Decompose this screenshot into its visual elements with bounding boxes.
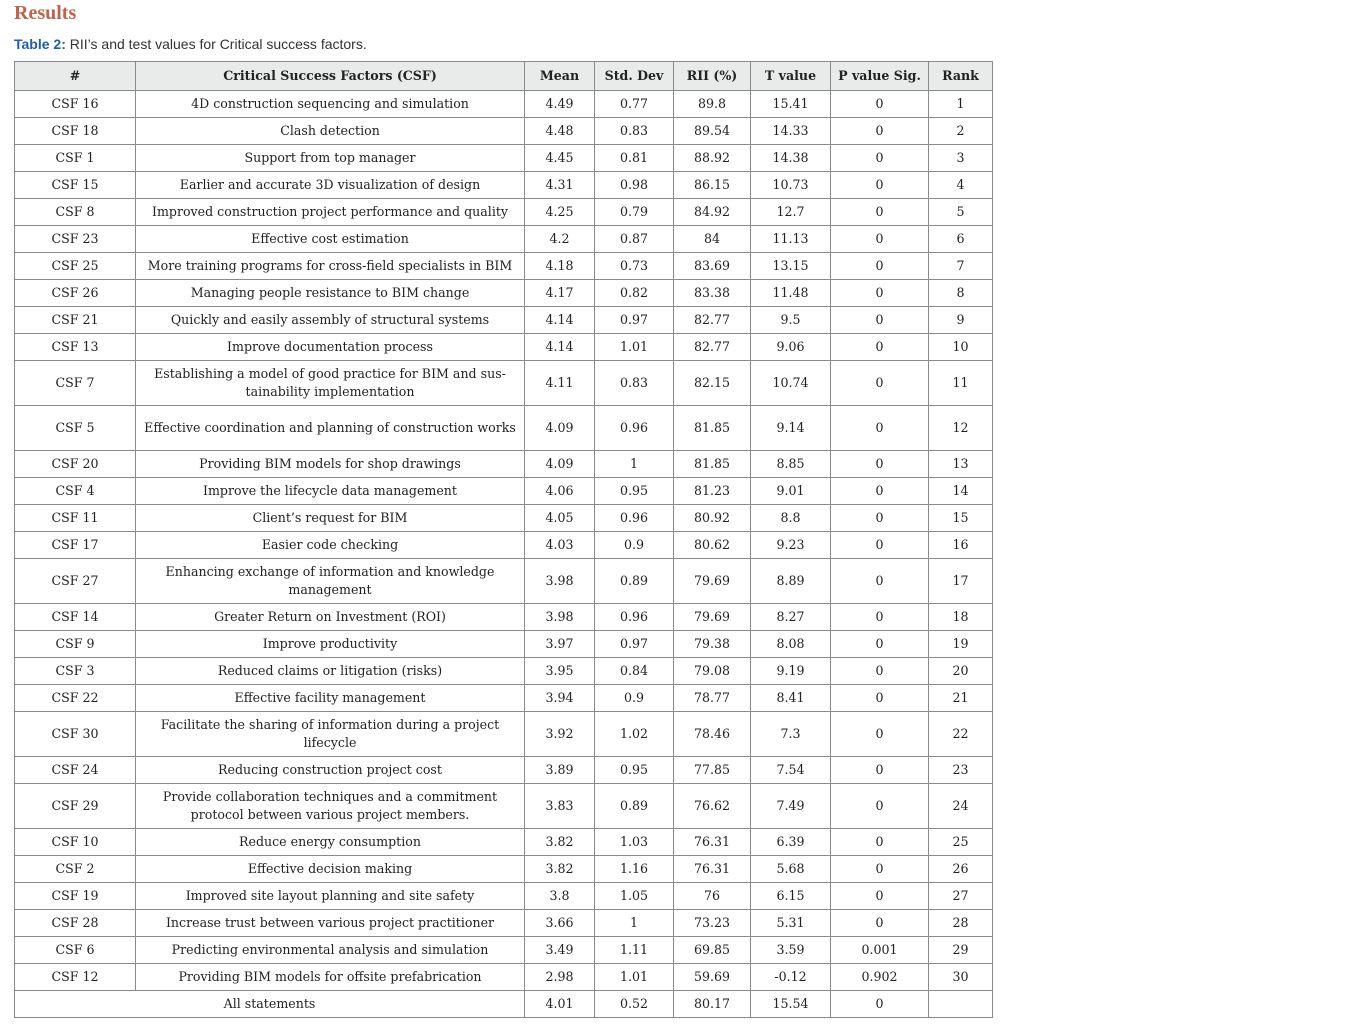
cell-factor: Effective cost estimation (136, 226, 525, 253)
cell-p-value: 0 (831, 451, 929, 478)
cell-rank: 13 (929, 451, 993, 478)
table-row (15, 253, 993, 280)
cell-factor: Increase trust between various project practitioner (136, 910, 525, 937)
cell-std-dev: 0.97 (595, 631, 674, 658)
cell-rii: 76.62 (674, 784, 751, 829)
cell-rii: 76.31 (674, 856, 751, 883)
cell-mean: 4.11 (525, 361, 595, 406)
cell-factor: Effective facility management (136, 685, 525, 712)
cell-std-dev: 1.03 (595, 829, 674, 856)
cell-csf-id: CSF 29 (15, 784, 136, 829)
cell-p-value: 0 (831, 505, 929, 532)
cell-mean: 4.25 (525, 199, 595, 226)
total-p-value: 0 (831, 991, 929, 1018)
cell-std-dev: 0.77 (595, 91, 674, 118)
cell-mean: 4.06 (525, 478, 595, 505)
cell-rii: 88.92 (674, 145, 751, 172)
cell-std-dev: 1.01 (595, 334, 674, 361)
cell-csf-id: CSF 11 (15, 505, 136, 532)
cell-rank: 1 (929, 91, 993, 118)
cell-mean: 3.98 (525, 604, 595, 631)
cell-t-value: 7.54 (751, 757, 831, 784)
cell-factor: Facilitate the sharing of information during a project lifecycle (136, 712, 525, 757)
cell-factor: Support from top manager (136, 145, 525, 172)
table-row (15, 883, 993, 910)
cell-t-value: 6.15 (751, 883, 831, 910)
cell-p-value: 0 (831, 685, 929, 712)
cell-factor: Effective coordination and planning of construction works (136, 406, 525, 451)
table-row (15, 118, 993, 145)
cell-mean: 4.03 (525, 532, 595, 559)
cell-csf-id: CSF 22 (15, 685, 136, 712)
cell-csf-id: CSF 27 (15, 559, 136, 604)
cell-std-dev: 0.83 (595, 361, 674, 406)
cell-rank: 22 (929, 712, 993, 757)
table-row (15, 856, 993, 883)
cell-p-value: 0 (831, 658, 929, 685)
table-row (15, 937, 993, 964)
cell-factor: Improved construction project performance and quality (136, 199, 525, 226)
cell-rank: 27 (929, 883, 993, 910)
header-rii: RII (%) (674, 62, 751, 91)
cell-std-dev: 1.16 (595, 856, 674, 883)
cell-std-dev: 1 (595, 451, 674, 478)
cell-rii: 82.15 (674, 361, 751, 406)
cell-t-value: 13.15 (751, 253, 831, 280)
cell-std-dev: 0.79 (595, 199, 674, 226)
cell-rii: 59.69 (674, 964, 751, 991)
cell-rii: 76.31 (674, 829, 751, 856)
cell-csf-id: CSF 5 (15, 406, 136, 451)
cell-rii: 86.15 (674, 172, 751, 199)
cell-p-value: 0 (831, 532, 929, 559)
cell-factor: Reduced claims or litigation (risks) (136, 658, 525, 685)
cell-rii: 73.23 (674, 910, 751, 937)
cell-t-value: 8.08 (751, 631, 831, 658)
cell-std-dev: 0.89 (595, 559, 674, 604)
cell-t-value: 8.89 (751, 559, 831, 604)
cell-p-value: 0 (831, 478, 929, 505)
cell-t-value: 8.8 (751, 505, 831, 532)
table-row (15, 199, 993, 226)
total-rank (929, 991, 993, 1018)
table-row (15, 451, 993, 478)
cell-rii: 79.69 (674, 604, 751, 631)
cell-rii: 89.8 (674, 91, 751, 118)
cell-factor: Providing BIM models for shop drawings (136, 451, 525, 478)
cell-mean: 3.98 (525, 559, 595, 604)
cell-factor: 4D construction sequencing and simulation (136, 91, 525, 118)
cell-factor: Improve the lifecycle data management (136, 478, 525, 505)
cell-t-value: 3.59 (751, 937, 831, 964)
cell-t-value: 8.85 (751, 451, 831, 478)
cell-std-dev: 0.73 (595, 253, 674, 280)
cell-factor: Greater Return on Investment (ROI) (136, 604, 525, 631)
cell-csf-id: CSF 9 (15, 631, 136, 658)
cell-rank: 19 (929, 631, 993, 658)
cell-p-value: 0 (831, 559, 929, 604)
cell-mean: 4.31 (525, 172, 595, 199)
cell-p-value: 0 (831, 631, 929, 658)
cell-csf-id: CSF 30 (15, 712, 136, 757)
table-row (15, 280, 993, 307)
cell-t-value: 8.27 (751, 604, 831, 631)
cell-mean: 3.89 (525, 757, 595, 784)
cell-rii: 80.92 (674, 505, 751, 532)
cell-rank: 2 (929, 118, 993, 145)
cell-t-value: 9.5 (751, 307, 831, 334)
table-row (15, 658, 993, 685)
cell-std-dev: 1.01 (595, 964, 674, 991)
cell-rank: 12 (929, 406, 993, 451)
cell-std-dev: 0.96 (595, 604, 674, 631)
cell-rank: 26 (929, 856, 993, 883)
cell-t-value: 8.41 (751, 685, 831, 712)
cell-mean: 4.18 (525, 253, 595, 280)
cell-t-value: 11.48 (751, 280, 831, 307)
cell-std-dev: 0.96 (595, 406, 674, 451)
total-t-value: 15.54 (751, 991, 831, 1018)
cell-std-dev: 0.87 (595, 226, 674, 253)
cell-t-value: 5.68 (751, 856, 831, 883)
cell-factor: Managing people resistance to BIM change (136, 280, 525, 307)
cell-mean: 3.83 (525, 784, 595, 829)
total-label: All statements (15, 991, 525, 1018)
cell-csf-id: CSF 4 (15, 478, 136, 505)
cell-rank: 3 (929, 145, 993, 172)
total-std-dev: 0.52 (595, 991, 674, 1018)
cell-mean: 4.45 (525, 145, 595, 172)
cell-rii: 83.69 (674, 253, 751, 280)
table-header-row (15, 62, 993, 91)
table-row (15, 334, 993, 361)
cell-mean: 2.98 (525, 964, 595, 991)
header-t-value: T value (751, 62, 831, 91)
cell-factor: More training programs for cross-field specialists in BIM (136, 253, 525, 280)
cell-rank: 4 (929, 172, 993, 199)
cell-p-value: 0.001 (831, 937, 929, 964)
cell-factor: Client’s request for BIM (136, 505, 525, 532)
cell-p-value: 0 (831, 253, 929, 280)
total-rii: 80.17 (674, 991, 751, 1018)
header-p-value: P value Sig. (831, 62, 929, 91)
cell-rank: 7 (929, 253, 993, 280)
csf-table (14, 61, 993, 1018)
cell-csf-id: CSF 17 (15, 532, 136, 559)
table-row (15, 964, 993, 991)
cell-mean: 3.97 (525, 631, 595, 658)
cell-csf-id: CSF 25 (15, 253, 136, 280)
table-row (15, 307, 993, 334)
cell-mean: 4.49 (525, 91, 595, 118)
cell-mean: 3.94 (525, 685, 595, 712)
cell-csf-id: CSF 21 (15, 307, 136, 334)
cell-std-dev: 0.9 (595, 685, 674, 712)
cell-rii: 79.69 (674, 559, 751, 604)
cell-p-value: 0 (831, 199, 929, 226)
cell-t-value: 5.31 (751, 910, 831, 937)
cell-p-value: 0 (831, 91, 929, 118)
cell-csf-id: CSF 3 (15, 658, 136, 685)
table-caption (14, 36, 367, 52)
table-row (15, 478, 993, 505)
cell-t-value: -0.12 (751, 964, 831, 991)
header-factor: Critical Success Factors (CSF) (136, 62, 525, 91)
cell-t-value: 9.01 (751, 478, 831, 505)
cell-rii: 82.77 (674, 334, 751, 361)
cell-t-value: 10.74 (751, 361, 831, 406)
table-caption-lead: Table 2: (14, 36, 66, 52)
table-row (15, 226, 993, 253)
cell-csf-id: CSF 10 (15, 829, 136, 856)
cell-factor: Improve documentation process (136, 334, 525, 361)
table-total-row (15, 991, 993, 1018)
cell-rii: 79.08 (674, 658, 751, 685)
cell-rank: 5 (929, 199, 993, 226)
cell-mean: 4.17 (525, 280, 595, 307)
cell-std-dev: 0.95 (595, 478, 674, 505)
cell-factor: Enhancing exchange of information and knowledge management (136, 559, 525, 604)
cell-rii: 82.77 (674, 307, 751, 334)
table-body (15, 91, 993, 991)
cell-p-value: 0 (831, 172, 929, 199)
table-row (15, 604, 993, 631)
cell-rank: 10 (929, 334, 993, 361)
cell-t-value: 9.14 (751, 406, 831, 451)
cell-std-dev: 0.98 (595, 172, 674, 199)
cell-factor: Clash detection (136, 118, 525, 145)
cell-p-value: 0.902 (831, 964, 929, 991)
cell-std-dev: 0.81 (595, 145, 674, 172)
cell-mean: 3.95 (525, 658, 595, 685)
cell-rank: 30 (929, 964, 993, 991)
cell-factor: Reducing construction project cost (136, 757, 525, 784)
cell-factor: Quickly and easily assembly of structural systems (136, 307, 525, 334)
cell-p-value: 0 (831, 118, 929, 145)
cell-mean: 3.82 (525, 829, 595, 856)
cell-p-value: 0 (831, 361, 929, 406)
cell-rank: 6 (929, 226, 993, 253)
cell-p-value: 0 (831, 226, 929, 253)
table-row (15, 145, 993, 172)
cell-factor: Earlier and accurate 3D visualization of design (136, 172, 525, 199)
cell-csf-id: CSF 20 (15, 451, 136, 478)
cell-mean: 4.48 (525, 118, 595, 145)
cell-csf-id: CSF 28 (15, 910, 136, 937)
cell-csf-id: CSF 1 (15, 145, 136, 172)
cell-rank: 28 (929, 910, 993, 937)
cell-std-dev: 0.96 (595, 505, 674, 532)
cell-factor: Providing BIM models for offsite prefabrication (136, 964, 525, 991)
cell-mean: 4.2 (525, 226, 595, 253)
table-row (15, 910, 993, 937)
cell-p-value: 0 (831, 829, 929, 856)
table-row (15, 757, 993, 784)
cell-rii: 78.77 (674, 685, 751, 712)
cell-rii: 76 (674, 883, 751, 910)
cell-rii: 89.54 (674, 118, 751, 145)
cell-rii: 81.85 (674, 451, 751, 478)
cell-p-value: 0 (831, 712, 929, 757)
header-std-dev: Std. Dev (595, 62, 674, 91)
cell-rii: 83.38 (674, 280, 751, 307)
cell-std-dev: 0.82 (595, 280, 674, 307)
cell-p-value: 0 (831, 334, 929, 361)
cell-csf-id: CSF 7 (15, 361, 136, 406)
section-heading: Results (14, 2, 77, 24)
cell-mean: 4.09 (525, 451, 595, 478)
cell-csf-id: CSF 2 (15, 856, 136, 883)
cell-p-value: 0 (831, 406, 929, 451)
header-mean: Mean (525, 62, 595, 91)
cell-std-dev: 0.95 (595, 757, 674, 784)
cell-factor: Provide collaboration techniques and a commitment protocol between various project members. (136, 784, 525, 829)
cell-csf-id: CSF 26 (15, 280, 136, 307)
cell-factor: Easier code checking (136, 532, 525, 559)
cell-t-value: 14.33 (751, 118, 831, 145)
table-row (15, 784, 993, 829)
cell-std-dev: 1.11 (595, 937, 674, 964)
cell-p-value: 0 (831, 604, 929, 631)
header-rank: Rank (929, 62, 993, 91)
cell-rank: 23 (929, 757, 993, 784)
cell-p-value: 0 (831, 307, 929, 334)
cell-t-value: 10.73 (751, 172, 831, 199)
cell-rii: 80.62 (674, 532, 751, 559)
cell-p-value: 0 (831, 757, 929, 784)
table-row (15, 91, 993, 118)
cell-rank: 24 (929, 784, 993, 829)
total-mean: 4.01 (525, 991, 595, 1018)
cell-std-dev: 0.89 (595, 784, 674, 829)
cell-rii: 81.85 (674, 406, 751, 451)
cell-rii: 84.92 (674, 199, 751, 226)
cell-rank: 18 (929, 604, 993, 631)
cell-rii: 79.38 (674, 631, 751, 658)
cell-factor: Effective decision making (136, 856, 525, 883)
cell-t-value: 12.7 (751, 199, 831, 226)
cell-mean: 4.05 (525, 505, 595, 532)
cell-std-dev: 0.84 (595, 658, 674, 685)
cell-mean: 4.09 (525, 406, 595, 451)
cell-t-value: 15.41 (751, 91, 831, 118)
cell-std-dev: 0.83 (595, 118, 674, 145)
cell-t-value: 9.19 (751, 658, 831, 685)
table-row (15, 631, 993, 658)
header-number: # (15, 62, 136, 91)
cell-rii: 84 (674, 226, 751, 253)
cell-t-value: 9.23 (751, 532, 831, 559)
cell-mean: 4.14 (525, 307, 595, 334)
cell-p-value: 0 (831, 856, 929, 883)
cell-rank: 15 (929, 505, 993, 532)
cell-rank: 9 (929, 307, 993, 334)
cell-rank: 20 (929, 658, 993, 685)
cell-p-value: 0 (831, 145, 929, 172)
table-row (15, 559, 993, 604)
cell-csf-id: CSF 24 (15, 757, 136, 784)
table-row (15, 406, 993, 451)
cell-factor: Improve productivity (136, 631, 525, 658)
table-caption-text: RII’s and test values for Critical success factors. (65, 36, 367, 52)
cell-rank: 8 (929, 280, 993, 307)
table-row (15, 829, 993, 856)
cell-t-value: 7.3 (751, 712, 831, 757)
cell-rii: 81.23 (674, 478, 751, 505)
cell-rii: 77.85 (674, 757, 751, 784)
cell-rii: 78.46 (674, 712, 751, 757)
cell-t-value: 9.06 (751, 334, 831, 361)
table-row (15, 361, 993, 406)
cell-factor: Predicting environmental analysis and simulation (136, 937, 525, 964)
cell-mean: 3.49 (525, 937, 595, 964)
cell-csf-id: CSF 23 (15, 226, 136, 253)
cell-rii: 69.85 (674, 937, 751, 964)
table-row (15, 532, 993, 559)
table-row (15, 685, 993, 712)
cell-mean: 4.14 (525, 334, 595, 361)
cell-rank: 14 (929, 478, 993, 505)
cell-std-dev: 1.05 (595, 883, 674, 910)
cell-mean: 3.82 (525, 856, 595, 883)
cell-csf-id: CSF 19 (15, 883, 136, 910)
cell-t-value: 6.39 (751, 829, 831, 856)
cell-mean: 3.92 (525, 712, 595, 757)
cell-rank: 11 (929, 361, 993, 406)
cell-p-value: 0 (831, 910, 929, 937)
cell-factor: Reduce energy consumption (136, 829, 525, 856)
cell-t-value: 11.13 (751, 226, 831, 253)
cell-std-dev: 0.97 (595, 307, 674, 334)
cell-rank: 25 (929, 829, 993, 856)
table-row (15, 505, 993, 532)
cell-rank: 17 (929, 559, 993, 604)
cell-rank: 21 (929, 685, 993, 712)
cell-csf-id: CSF 6 (15, 937, 136, 964)
cell-std-dev: 1 (595, 910, 674, 937)
cell-factor: Improved site layout planning and site safety (136, 883, 525, 910)
cell-t-value: 14.38 (751, 145, 831, 172)
cell-csf-id: CSF 18 (15, 118, 136, 145)
cell-rank: 29 (929, 937, 993, 964)
cell-rank: 16 (929, 532, 993, 559)
cell-csf-id: CSF 13 (15, 334, 136, 361)
cell-mean: 3.66 (525, 910, 595, 937)
cell-factor: Establishing a model of good practice for BIM and sus- tainability implementation (136, 361, 525, 406)
cell-p-value: 0 (831, 784, 929, 829)
table-row (15, 172, 993, 199)
cell-csf-id: CSF 16 (15, 91, 136, 118)
cell-csf-id: CSF 14 (15, 604, 136, 631)
cell-std-dev: 1.02 (595, 712, 674, 757)
cell-p-value: 0 (831, 883, 929, 910)
cell-mean: 3.8 (525, 883, 595, 910)
table-row (15, 712, 993, 757)
cell-csf-id: CSF 8 (15, 199, 136, 226)
cell-p-value: 0 (831, 280, 929, 307)
cell-csf-id: CSF 15 (15, 172, 136, 199)
cell-t-value: 7.49 (751, 784, 831, 829)
cell-csf-id: CSF 12 (15, 964, 136, 991)
cell-std-dev: 0.9 (595, 532, 674, 559)
